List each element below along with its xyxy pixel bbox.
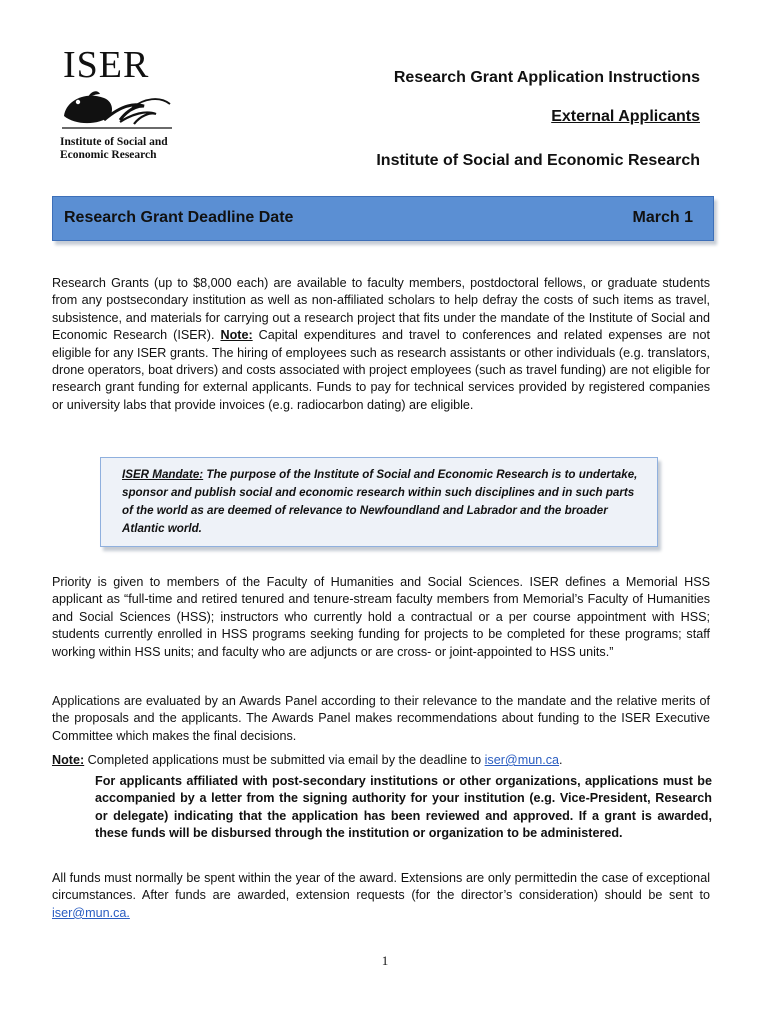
funds-email-link[interactable]: iser@mun.ca. xyxy=(52,905,130,920)
intro-note-label: Note: xyxy=(220,328,253,343)
mandate-label: ISER Mandate: xyxy=(122,468,204,481)
institute-name: Institute of Social and Economic Research xyxy=(376,152,700,169)
logo-wordmark: ISER xyxy=(63,44,150,86)
submission-note-label: Note: xyxy=(52,753,85,767)
logo-subtitle xyxy=(60,136,190,162)
intro-text: Research Grants (up to $8,000 each) are available to faculty members, postdoctoral fellows, or graduate students from any postsecondary institution as well as non-affiliated scholars to help defray the costs of such items as travel, subsistence, and materials for carrying out a research project that fits under the mandate of the Institute of Social and Economic Research (ISER). xyxy=(52,276,710,343)
submission-note xyxy=(52,752,712,769)
mandate-box xyxy=(100,457,658,547)
intro-paragraph xyxy=(52,275,710,414)
evaluation-paragraph: Applications are evaluated by an Awards Panel according to their relevance to the mandate and the relative merits of the proposals and the applicants. The Awards Panel makes recommendations about funding to the ISER Executive Committee which makes the final decisions. xyxy=(52,694,710,743)
funds-text: All funds must normally be spent within the year of the award. Extensions are only permittedin the case of exceptional circumstances. After funds are awarded, extension requests (for the director’s consideration) should be sent to xyxy=(52,871,710,903)
priority-paragraph: Priority is given to members of the Faculty of Humanities and Social Sciences. ISER defines a Memorial HSS applicant as “full-time and retired tenured and tenure-stream faculty members from Memorial’s Faculty of Humanities and Social Sciences (HSS); instructors who currently hold a contractual or a per course appointment with HSS; students currently enrolled in HSS programs seeking funding for projects to be completed for these programs; staff working within HSS units; and faculty who are adjuncts or are cross- or joint-appointed to HSS units.” xyxy=(52,575,710,659)
mandate-text: The purpose of the Institute of Social and Economic Research is to undertake, sponsor and publish social and economic research within such disciplines and in such parts of the world as are deemed of relevance to Newfoundland and Labrador and the broader Atlantic world. xyxy=(122,468,638,535)
submission-email-link[interactable]: iser@mun.ca xyxy=(484,753,560,767)
affiliated-applicants-text: For applicants affiliated with post-secondary institutions or other organizations, applications must be accompanied by a letter from the signing authority for your institution (e.g. Vice-President, Research or delegate) indicating that the application has been reviewed and approved. If a grant is awarded, these funds will be disbursed through the institution or organization to be administered. xyxy=(95,774,712,841)
iser-logo xyxy=(60,46,190,162)
logo-subtitle-line2: Economic Research xyxy=(60,149,157,161)
page-number: 1 xyxy=(381,953,389,968)
seal-wave-icon xyxy=(60,86,175,134)
deadline-date: March 1 xyxy=(632,209,693,226)
document-subtitle: External Applicants xyxy=(551,108,700,125)
logo-subtitle-line1: Institute of Social and xyxy=(60,136,168,148)
submission-note-text: Completed applications must be submitted via email by the deadline to xyxy=(84,753,485,767)
deadline-banner xyxy=(52,196,714,241)
document-title: Research Grant Application Instructions xyxy=(393,69,700,86)
funds-paragraph xyxy=(52,870,710,922)
deadline-label: Research Grant Deadline Date xyxy=(64,209,294,226)
intro-note-text: Capital expenditures and travel to conferences and related expenses are not eligible for any ISER grants. The hiring of employees such as research assistants or other individuals (e.g. translators, drone operators, boat drivers) and costs associated with project employees (such as travel funding) are not eligible for research grant funding for external applicants. Funds to pay for technical services provided by registered companies or university labs that provide invoices (e.g. radiocarbon dating) are eligible. xyxy=(52,328,710,412)
submission-note-end: . xyxy=(559,753,563,767)
